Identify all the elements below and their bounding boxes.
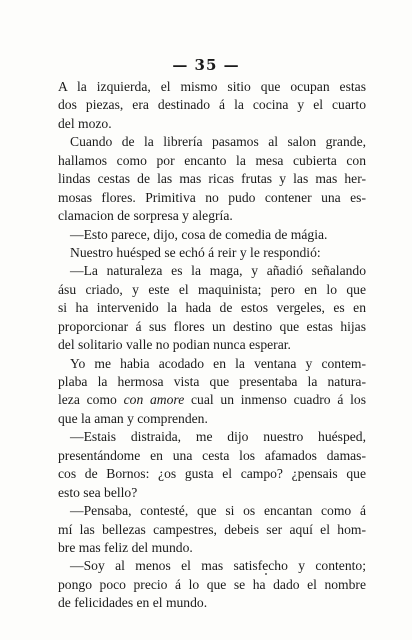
text-line: —Estais distraida, me dijo nuestro huésped, xyxy=(70,429,366,445)
paragraph xyxy=(58,244,366,262)
text-line: bre mas feliz del mundo. xyxy=(58,539,193,555)
text-line: de felicidades en el mundo. xyxy=(58,595,208,611)
text-line: si ha intervenido la hada de estos vergeles, es en xyxy=(58,300,366,316)
text-line: Cuando de la librería pasamos al salon grande, xyxy=(70,134,366,150)
text-line: pongo poco precio á lo que se ha dado el nombre xyxy=(58,576,366,592)
paragraph xyxy=(58,78,366,133)
text-line: proporcionar á sus flores un destino que estas hijas xyxy=(58,318,366,334)
text-line: mí las bellezas campestres, debeis ser aquí el hom- xyxy=(58,521,366,537)
text-line: A la izquierda, el mismo sitio que ocupan estas xyxy=(58,79,366,94)
text-line: lindas cestas de las mas ricas frutas y las mas her- xyxy=(58,171,366,187)
paragraph xyxy=(58,226,366,244)
paragraph xyxy=(58,428,366,502)
text-line: clamacion de sorpresa y alegría. xyxy=(58,208,233,224)
paragraph xyxy=(58,502,366,557)
italic-phrase: con amore xyxy=(123,392,185,408)
text-line: —Soy al menos el mas satisfecho y contento; xyxy=(70,558,366,574)
text-line: hallamos como por encanto la mesa cubierta con xyxy=(58,152,366,168)
text-line: —Pensaba, contesté, que si os encantan como á xyxy=(70,503,366,519)
text-line: que la aman y comprenden. xyxy=(58,410,208,426)
paragraph xyxy=(58,133,366,225)
text-line: —La naturaleza es la maga, y añadió señalando xyxy=(70,263,366,279)
page-number: — 35 — xyxy=(172,56,240,74)
paragraph xyxy=(58,262,366,354)
text-line: esto sea bello? xyxy=(58,484,138,500)
text-line: —Esto parece, dijo, cosa de comedia de mágia. xyxy=(70,226,328,242)
text-line: ásu criado, y este el maquinista; pero en lo que xyxy=(58,281,366,297)
paragraph xyxy=(58,557,366,612)
text-line: plaba la hermosa vista que presentaba la natura- xyxy=(58,374,366,389)
text-line: cos de Bornos: ¿os gusta el campo? ¿pensais que xyxy=(58,466,366,482)
ink-speck xyxy=(265,573,267,575)
text-line: Nuestro huésped se echó á reir y le respondió: xyxy=(70,244,321,260)
text-line: del mozo. xyxy=(58,115,112,131)
text-line: leza como con amore cual un inmenso cuadro á los xyxy=(58,392,366,408)
text-line: mosas flores. Primitiva no pudo contener una es- xyxy=(58,189,366,205)
text-line: presentándome en una cesta los afamados damas- xyxy=(58,447,366,463)
text-line: dos piezas, era destinado á la cocina y el cuarto xyxy=(58,97,366,113)
body-text xyxy=(58,78,366,613)
text-line: del solitario valle no podian nunca esperar. xyxy=(58,337,291,353)
paragraph xyxy=(58,355,366,429)
text-line: Yo me habia acodado en la ventana y contem- xyxy=(70,355,366,371)
